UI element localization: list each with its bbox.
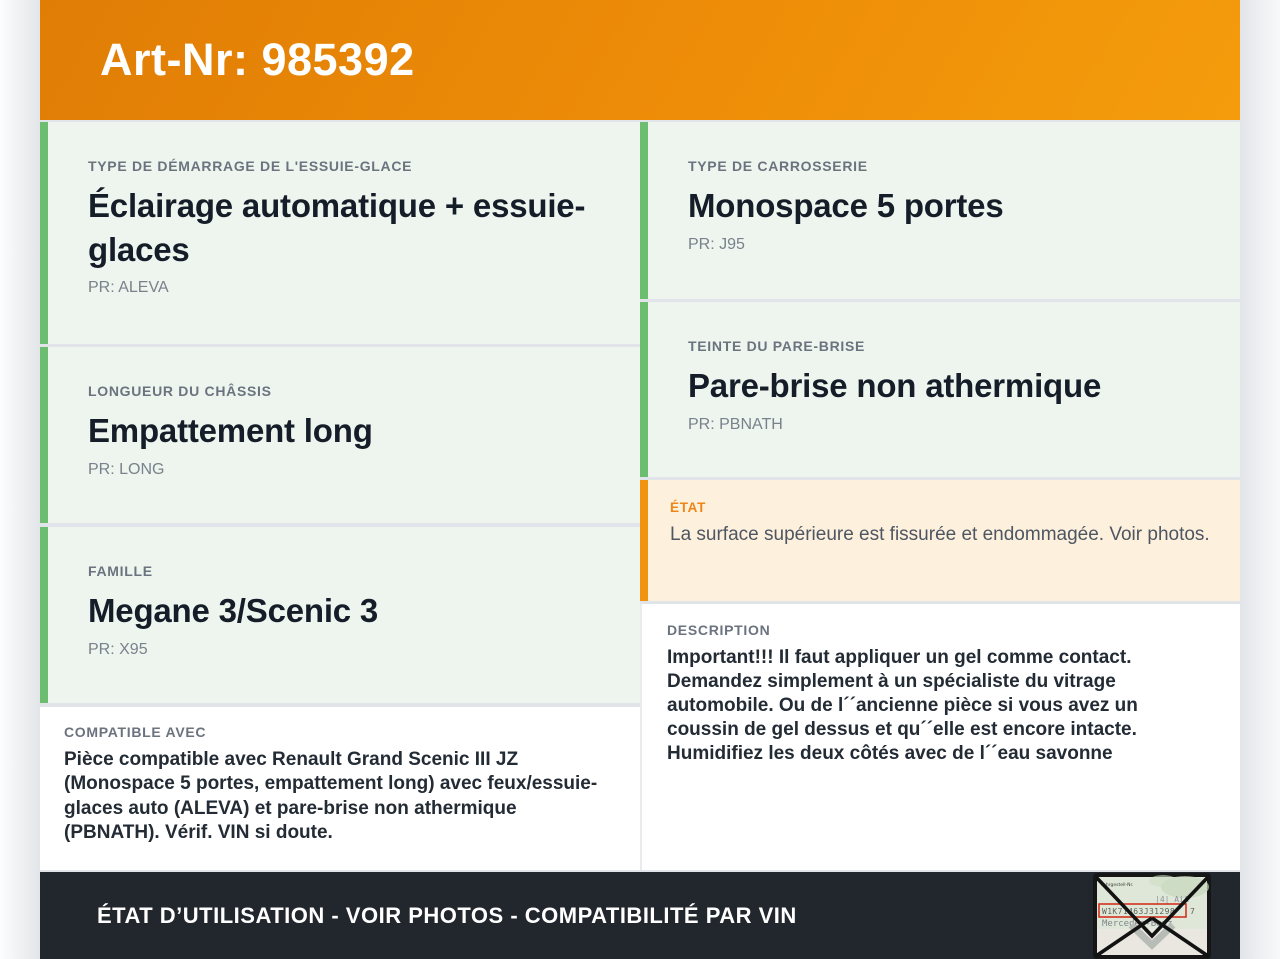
left-column <box>40 122 640 870</box>
attribute-value: Empattement long <box>88 412 373 449</box>
attribute-pr-code: PR: J95 <box>688 235 745 253</box>
attribute-card-windshield-tint <box>640 302 1240 477</box>
attribute-value: Éclairage automatique + essuie-glaces <box>88 187 586 268</box>
attribute-pr-code: PR: LONG <box>88 460 165 478</box>
attribute-label: TYPE DE DÉMARRAGE DE L'ESSUIE-GLACE <box>88 158 413 174</box>
header-banner <box>40 0 1240 120</box>
attribute-value: Monospace 5 portes <box>688 187 1004 224</box>
right-column <box>640 122 1240 870</box>
description-label: DESCRIPTION <box>667 622 771 638</box>
condition-label: ÉTAT <box>670 500 707 515</box>
attribute-label: TYPE DE CARROSSERIE <box>688 158 868 174</box>
attribute-value: Pare-brise non athermique <box>688 367 1102 404</box>
doc-code-text: |4| AiA <box>1155 895 1189 904</box>
compatible-text: Pièce compatible avec Renault Grand Scenic III JZ (Monospace 5 portes, empattement long) avec feux/essuie-glaces auto (ALEVA) et pare-brise non athermique (PBNATH). Vérif. VIN si doute. <box>64 749 598 843</box>
vin-text: W1K71463J31298 <box>1102 907 1176 916</box>
description-card <box>640 604 1240 870</box>
attribute-card-body-type <box>640 122 1240 299</box>
vin-suffix-text: 7 <box>1190 907 1195 916</box>
attribute-columns <box>40 122 1240 870</box>
attribute-card-wiper-start-type <box>40 122 640 344</box>
brand-text: Mercedes-Benz <box>1102 919 1173 929</box>
description-text: Important!!! Il faut appliquer un gel comme contact. Demandez simplement à un spécialiste du vitrage automobile. Ou de l´´ancienne pièce si vous avez un coussin de gel dessus et qu´´elle est encore intacte. Humidifiez les deux côtés avec de l´´eau savonne <box>667 647 1138 764</box>
vin-document-envelope-image <box>1093 873 1211 959</box>
footer-banner <box>40 872 1240 959</box>
attribute-label: LONGUEUR DU CHÂSSIS <box>88 383 272 399</box>
attribute-card-chassis-length <box>40 347 640 523</box>
footer-notice-text: ÉTAT D’UTILISATION - VOIR PHOTOS - COMPATIBILITÉ PAR VIN <box>97 902 797 928</box>
attribute-pr-code: PR: X95 <box>88 640 148 658</box>
attribute-value: Megane 3/Scenic 3 <box>88 592 379 629</box>
compatible-with-card <box>40 707 640 870</box>
article-number-title: Art-Nr: 985392 <box>100 34 415 85</box>
attribute-card-family <box>40 527 640 703</box>
content-area <box>40 0 1240 959</box>
attribute-label: FAMILLE <box>88 563 153 579</box>
attribute-pr-code: PR: ALEVA <box>88 279 169 297</box>
attribute-label: TEINTE DU PARE-BRISE <box>688 338 866 354</box>
condition-text: La surface supérieure est fissurée et endommagée. Voir photos. <box>670 524 1210 545</box>
compatible-label: COMPATIBLE AVEC <box>64 724 207 740</box>
condition-card <box>640 480 1240 601</box>
attribute-pr-code: PR: PBNATH <box>688 415 783 433</box>
doc-field-label: Fahrgestell-Nr. <box>1101 883 1134 888</box>
